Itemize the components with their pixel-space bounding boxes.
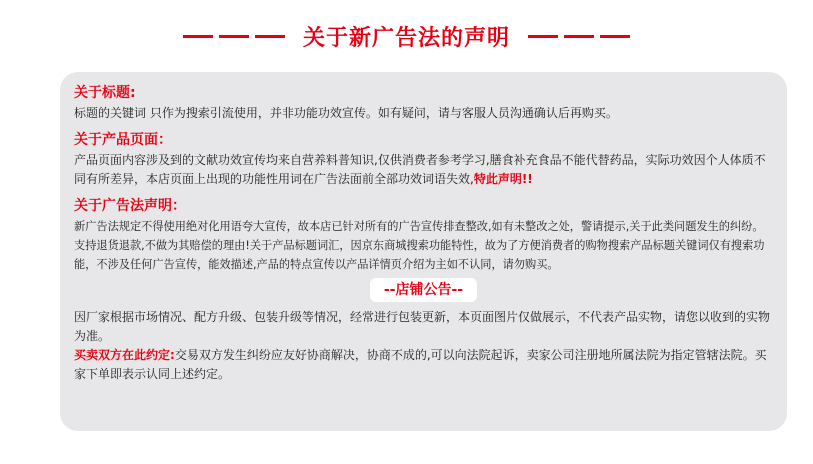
product-page-heading: 关于产品页面：: [74, 132, 172, 148]
right-decoration: [528, 35, 630, 38]
title-section-text: 标题的关键词 只作为搜索引流使用，并非功能功效宣传。如有疑问，请与客服人员沟通确认后再购买。: [74, 106, 618, 120]
agreement-text: 交易双方发生纠纷应友好协商解决，协商不成的,可以向法院起诉，卖家公司注册地所属法院为指定管辖法院。买家下单即表示认同上述约定。: [74, 348, 767, 381]
decor-dash: [600, 35, 630, 38]
decor-dash: [219, 35, 249, 38]
product-page-emphasis: 特此声明!!: [473, 172, 533, 186]
notice-banner-wrap: [74, 278, 773, 302]
title-section-heading: 关于标题:: [74, 85, 136, 101]
ad-law-heading: 关于广告法声明：: [74, 198, 186, 214]
decor-dash: [255, 35, 285, 38]
decor-dash: [564, 35, 594, 38]
ad-law-text: 新广告法规定不得使用绝对化用语夸大宣传，故本店已针对所有的广告宣传排查整改,如有未整改之处，警请提示,关于此类问题发生的纠纷。支持退货退款,不做为其赔偿的理由!关于产品标题词汇，因京东商城搜索功能特性，故为了方便消费者的购物搜索产品标题关键词仅有搜索功能，不涉及任何广告宣传，能效描述,产品的特点宣传以产品详情页介绍为主如不认同，请勿购买。: [74, 220, 765, 271]
page-title: 关于新广告法的声明: [302, 25, 510, 51]
page-header: [0, 14, 813, 58]
store-notice-label: --店铺公告--: [370, 278, 477, 302]
left-decoration: [183, 35, 285, 38]
notice-text: 因厂家根据市场情况、配方升级、包装升级等情况，经常进行包装更新，本页面图片仅做展示，不代表产品实物，请您以收到的实物为准。: [74, 310, 771, 343]
decor-dash: [183, 35, 213, 38]
agreement-label: 买卖双方在此约定:: [74, 348, 175, 362]
agreement-paragraph: [74, 346, 773, 384]
decor-dash: [528, 35, 558, 38]
product-page-text: 产品页面内容涉及到的文献功效宣传均来自营养料普知识,仅供消费者参考学习,膳食补充食品不能代替药品，实际功效因个人体质不同有所差异，本店页面上出现的功能性用词在广告法面前全部功效词语失效,: [74, 153, 766, 186]
statement-panel: [60, 72, 787, 431]
product-page-paragraph: [74, 151, 773, 189]
